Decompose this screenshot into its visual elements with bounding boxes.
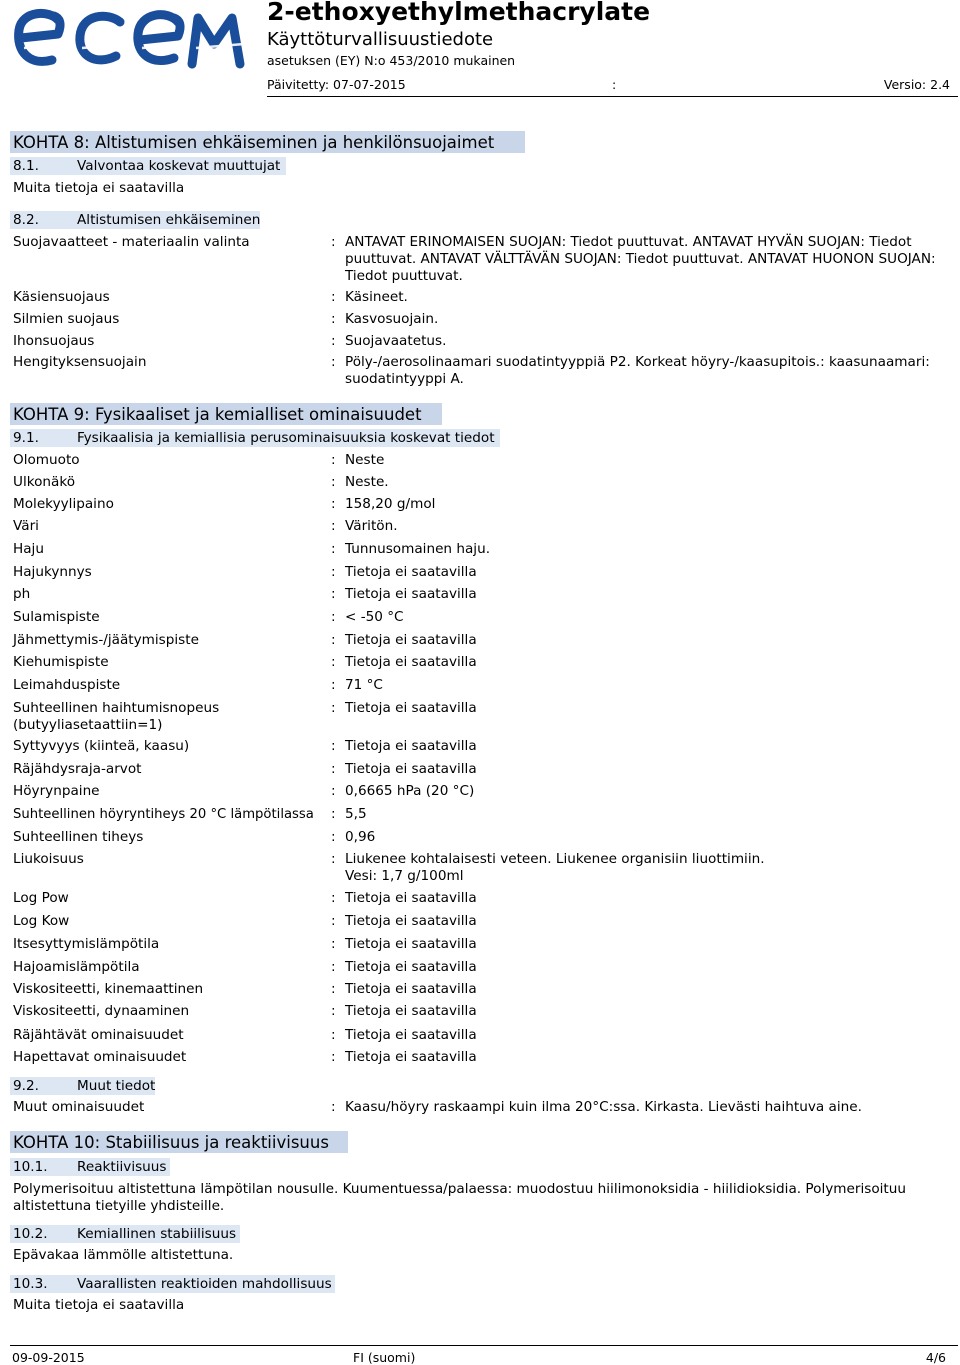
property-label: Muut ominaisuudet [13,1099,145,1115]
updated-date: Päivitetty: 07-07-2015 [267,77,406,92]
document-title: 2-ethoxyethylmethacrylate [267,0,651,26]
property-value: Tietoja ei saatavilla [345,564,477,580]
section-10-3-text: Muita tietoja ei saatavilla [13,1297,185,1313]
subsection-9-2-heading [10,1077,155,1095]
property-label: Väri [13,518,39,534]
separator: : [331,518,336,534]
property-label: Log Pow [13,890,69,906]
subsection-number: 10.1. [13,1159,48,1175]
separator: : [331,677,336,693]
property-label: Jähmettymis-/jäätymispiste [13,632,199,648]
section-9-heading [10,403,442,425]
separator: : [331,700,336,716]
property-label: Log Kow [13,913,70,929]
property-label: Suhteellinen höyryntiheys 20 °C lämpötilassa [13,807,314,822]
separator: : [331,1027,336,1043]
subsection-8-1-heading [10,157,286,175]
property-value: Tietoja ei saatavilla [345,738,477,754]
property-label: Leimahduspiste [13,677,121,693]
header-divider [267,96,958,97]
subsection-number: 8.2. [13,212,39,228]
property-value: ANTAVAT ERINOMAISEN SUOJAN: Tiedot puuttuvat. ANTAVAT HYVÄN SUOJAN: Tiedot puuttuvat. ANTAVAT VÄLTTÄVÄN SUOJAN: Tiedot puuttuvat. ANTAVAT HUONON SUOJAN: Tiedot puuttuvat. [345,234,936,284]
section-10-title: KOHTA 10: Stabiilisuus ja reaktiivisuus [13,1133,329,1152]
property-label: Höyrynpaine [13,783,100,799]
property-label: Hajoamislämpötila [13,959,140,975]
property-label: Ulkonäkö [13,474,76,490]
property-value: Neste [345,452,385,468]
separator: : [331,632,336,648]
subsection-10-1-heading [10,1158,170,1176]
property-label: Viskositeetti, dynaaminen [13,1003,190,1019]
subsection-title: Reaktiivisuus [77,1159,167,1175]
property-label: Suhteellinen haihtumisnopeus (butyyliasetaattiin=1) [13,700,220,733]
footer-date: 09-09-2015 [12,1350,85,1365]
footer-divider [10,1345,958,1346]
ecem-logo [10,4,258,80]
section-8-title: KOHTA 8: Altistumisen ehkäiseminen ja henkilönsuojaimet [13,133,495,152]
property-label: Silmien suojaus [13,311,120,327]
separator: : [331,474,336,490]
header-separator: : [612,77,617,92]
subsection-title: Muut tiedot [77,1078,156,1094]
property-label: Sulamispiste [13,609,100,625]
separator: : [331,1003,336,1019]
separator: : [331,738,336,754]
property-value: 158,20 g/mol [345,496,436,512]
property-value: Tietoja ei saatavilla [345,959,477,975]
property-value: Käsineet. [345,289,408,305]
property-value: Tietoja ei saatavilla [345,700,477,716]
subsection-title: Altistumisen ehkäiseminen [77,212,261,228]
property-value: < -50 °C [345,609,404,625]
property-value: 71 °C [345,677,383,693]
property-label: Itsesyttymislämpötila [13,936,160,952]
property-value: Tietoja ei saatavilla [345,913,477,929]
subsection-title: Vaarallisten reaktioiden mahdollisuus [77,1276,332,1292]
subsection-number: 9.1. [13,430,39,446]
subsection-number: 9.2. [13,1078,39,1094]
property-label: Syttyvyys (kiinteä, kaasu) [13,738,190,754]
property-value: Tietoja ei saatavilla [345,1027,477,1043]
property-label: Suhteellinen tiheys [13,829,144,845]
separator: : [331,913,336,929]
property-value: 5,5 [345,806,367,822]
separator: : [331,609,336,625]
separator: : [331,761,336,777]
separator: : [331,496,336,512]
property-value: Tietoja ei saatavilla [345,890,477,906]
property-value: Tietoja ei saatavilla [345,761,477,777]
section-10-heading [10,1131,348,1153]
separator: : [331,829,336,845]
property-label: Olomuoto [13,452,80,468]
subsection-10-3-heading [10,1275,335,1293]
page-number: 4/6 [925,1350,946,1365]
property-value: Tietoja ei saatavilla [345,586,477,602]
separator: : [331,564,336,580]
version-number: Versio: 2.4 [883,77,950,92]
subsection-number: 10.3. [13,1276,48,1292]
property-label: Kiehumispiste [13,654,109,670]
separator: : [331,586,336,602]
separator: : [331,851,336,867]
separator: : [331,541,336,557]
property-label: Käsiensuojaus [13,289,110,305]
section-8-heading [10,131,525,153]
section-10-1-text: Polymerisoituu altistettuna lämpötilan nousulle. Kuumentuessa/palaessa: muodostuu hiilimonoksidia - hiilidioksidia. Polymerisoituu altistettuna tietyille yhdisteille. [13,1181,906,1214]
subsection-8-2-heading [10,211,260,229]
separator: : [331,654,336,670]
property-value-line-2: Vesi: 1,7 g/100ml [345,868,464,884]
property-value: 0,6665 hPa (20 °C) [345,783,475,799]
subsection-9-1-heading [10,429,500,447]
property-label: Ihonsuojaus [13,333,95,349]
property-label: Hapettavat ominaisuudet [13,1049,187,1065]
section-9-title: KOHTA 9: Fysikaaliset ja kemialliset ominaisuudet [13,405,422,424]
separator: : [331,806,336,822]
property-label: Molekyylipaino [13,496,114,512]
separator: : [331,981,336,997]
property-value: Suojavaatetus. [345,333,447,349]
property-value: Väritön. [345,518,398,534]
property-value: Tietoja ei saatavilla [345,1003,477,1019]
property-value: Tunnusomainen haju. [345,541,491,557]
property-value: Tietoja ei saatavilla [345,632,477,648]
property-value: Tietoja ei saatavilla [345,1049,477,1065]
subsection-number: 10.2. [13,1226,48,1242]
separator: : [331,311,336,327]
property-label: Suojavaatteet - materiaalin valinta [13,234,250,250]
subsection-number: 8.1. [13,158,39,174]
property-value: Kaasu/höyry raskaampi kuin ilma 20°C:ssa. Kirkasta. Lievästi haihtuva aine. [345,1099,862,1115]
property-label: Hajukynnys [13,564,92,580]
section-8-1-text: Muita tietoja ei saatavilla [13,180,185,196]
subsection-title: Fysikaalisia ja kemiallisia perusominaisuuksia koskevat tiedot [77,430,495,446]
property-label: Räjähdysraja-arvot [13,761,142,777]
separator: : [331,959,336,975]
property-label: Haju [13,541,44,557]
separator: : [331,890,336,906]
regulation-reference: asetuksen (EY) N:o 453/2010 mukainen [267,53,516,68]
property-value: Tietoja ei saatavilla [345,981,477,997]
property-label: Hengityksensuojain [13,354,147,370]
property-value: Tietoja ei saatavilla [345,654,477,670]
property-value: Kasvosuojain. [345,311,439,327]
property-value: Tietoja ei saatavilla [345,936,477,952]
separator: : [331,234,336,250]
separator: : [331,1099,336,1115]
property-label: Räjähtävät ominaisuudet [13,1027,184,1043]
footer-language: FI (suomi) [353,1350,416,1365]
property-value: Liukenee kohtalaisesti veteen. Liukenee organisiin liuottimiin. [345,851,765,867]
separator: : [331,289,336,305]
separator: : [331,936,336,952]
separator: : [331,783,336,799]
separator: : [331,452,336,468]
property-label: ph [13,586,31,602]
document-subtitle: Käyttöturvallisuustiedote [267,29,494,50]
property-value: Pöly-/aerosolinaamari suodatintyyppiä P2. Korkeat höyry-/kaasupitois.: kaasunaamari: suodatintyyppi A. [345,354,930,387]
property-value: Neste. [345,474,389,490]
separator: : [331,354,336,370]
subsection-title: Valvontaa koskevat muuttujat [77,158,281,174]
separator: : [331,1049,336,1065]
property-label: Viskositeetti, kinemaattinen [13,981,204,997]
property-value: 0,96 [345,829,376,845]
separator: : [331,333,336,349]
subsection-title: Kemiallinen stabiilisuus [77,1226,237,1242]
subsection-10-2-heading [10,1225,240,1243]
section-10-2-text: Epävakaa lämmölle altistettuna. [13,1247,234,1263]
property-label: Liukoisuus [13,851,84,867]
